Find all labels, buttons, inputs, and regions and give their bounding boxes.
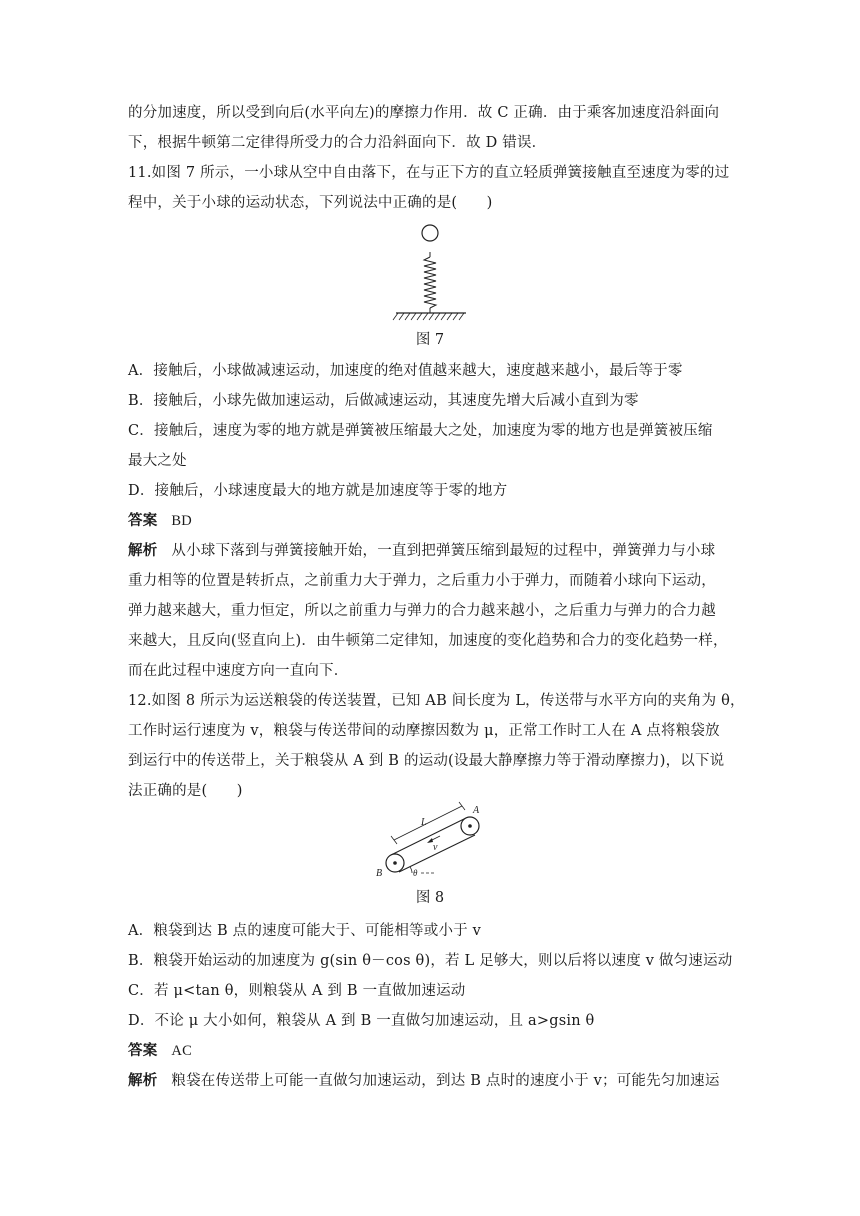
option-11-a: A．接触后，小球做减速运动，加速度的绝对值越来越大，速度越来越小，最后等于零 xyxy=(128,363,683,379)
figure-8-conveyor xyxy=(372,800,492,884)
explanation-line: 来越大，且反向(竖直向上)．由牛顿第二定律知，加速度的变化趋势和合力的变化趋势一样， xyxy=(128,633,728,649)
explanation-line: 重力相等的位置是转折点，之前重力大于弹力，之后重力小于弹力，而随着小球向下运动， xyxy=(128,573,716,589)
option-12-b: B．粮袋开始运动的加速度为 g(sin θ－cos θ)，若 L 足够大，则以后将以速度 v 做匀速运动 xyxy=(128,953,733,969)
answer-11 xyxy=(128,506,740,536)
question-12-stem-cont: 到运行中的传送带上，关于粮袋从 A 到 B 的运动(设最大静摩擦力等于滑动摩擦力)，以下说 xyxy=(128,753,725,769)
question-11-stem: 11.如图 7 所示，一小球从空中自由落下，在与正下方的直立轻质弹簧接触直至速度为零的过 xyxy=(128,165,730,181)
figure-8-caption: 图 8 xyxy=(415,890,445,906)
label-l: L xyxy=(421,817,427,828)
length-dimension xyxy=(394,806,462,840)
label-a: A xyxy=(473,805,480,816)
option-11-d: D．接触后，小球速度最大的地方就是加速度等于零的地方 xyxy=(128,483,508,499)
option-11-b: B．接触后，小球先做加速运动，后做减速运动，其速度先增大后减小直到为零 xyxy=(128,393,639,409)
spring xyxy=(424,257,436,308)
question-12-stem-cont: 工作时运行速度为 v，粮袋与传送带间的动摩擦因数为 μ，正常工作时工人在 A 点将粮袋放 xyxy=(128,723,720,739)
option-12-a: A．粮袋到达 B 点的速度可能大于、可能相等或小于 v xyxy=(128,923,482,939)
explanation-label: 解析 xyxy=(128,1073,158,1089)
explanation-text: 粮袋在传送带上可能一直做匀加速运动，到达 B 点时的速度小于 v；可能先匀加速运 xyxy=(171,1073,720,1089)
answer-label: 答案 xyxy=(128,513,158,529)
option-12-c: C．若 μ<tan θ，则粮袋从 A 到 B 一直做加速运动 xyxy=(128,983,466,999)
figure-7-ball-spring xyxy=(392,222,472,324)
explanation-line: 弹力越来越大，重力恒定，所以之前重力与弹力的合力越来越小，之后重力与弹力的合力越 xyxy=(128,603,716,619)
option-11-c-cont: 最大之处 xyxy=(128,453,187,469)
angle-arc xyxy=(410,867,412,873)
option-12-d: D．不论 μ 大小如何，粮袋从 A 到 B 一直做匀加速运动，且 a>gsin θ xyxy=(128,1013,595,1029)
answer-12 xyxy=(128,1036,740,1066)
explanation-label: 解析 xyxy=(128,543,158,559)
explanation-12 xyxy=(128,1066,740,1096)
question-12-stem: 12.如图 8 所示为运送粮袋的传送装置，已知 AB 间长度为 L，传送带与水平方向的夹角为 θ， xyxy=(128,693,745,709)
ball xyxy=(422,225,438,241)
answer-value: BD xyxy=(171,513,192,529)
answer-value: AC xyxy=(171,1043,192,1059)
explanation-line: 而在此过程中速度方向一直向下． xyxy=(128,663,349,679)
question-11-stem-cont: 程中，关于小球的运动状态，下列说法中正确的是( ) xyxy=(128,195,493,211)
label-b: B xyxy=(376,868,383,879)
label-v: v xyxy=(433,842,438,853)
explanation-text: 从小球下落到与弹簧接触开始，一直到把弹簧压缩到最短的过程中，弹簧弹力与小球 xyxy=(171,543,716,559)
text-line: 下，根据牛顿第二定律得所受力的合力沿斜面向下．故 D 错误． xyxy=(128,135,547,151)
text-line: 的分加速度，所以受到向后(水平向左)的摩擦力作用．故 C 正确．由于乘客加速度沿斜面向 xyxy=(128,105,720,121)
figure-7-caption: 图 7 xyxy=(415,332,445,348)
explanation-11 xyxy=(128,536,740,566)
option-11-c: C．接触后，速度为零的地方就是弹簧被压缩最大之处，加速度为零的地方也是弹簧被压缩 xyxy=(128,423,713,439)
label-theta: θ xyxy=(413,868,418,878)
answer-label: 答案 xyxy=(128,1043,158,1059)
question-12-stem-cont: 法正确的是( ) xyxy=(128,783,243,799)
